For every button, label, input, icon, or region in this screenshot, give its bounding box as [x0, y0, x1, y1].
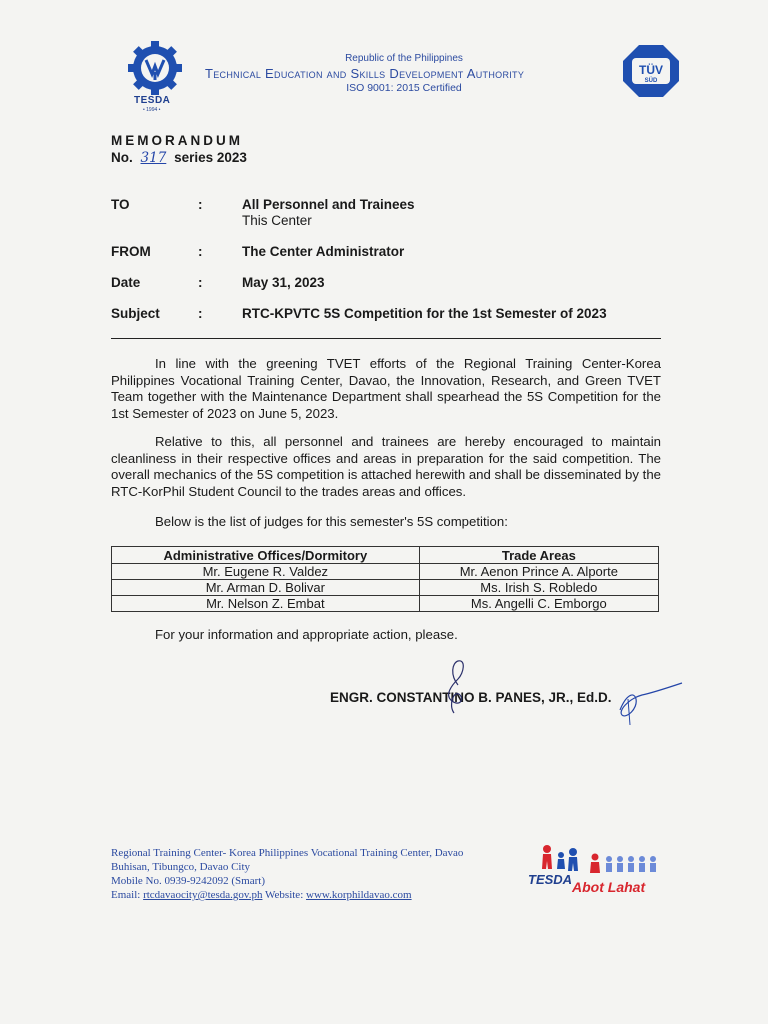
paragraph-3-text: Below is the list of judges for this semester's 5S competition:	[155, 514, 508, 529]
header-republic: Republic of the Philippines	[345, 53, 463, 64]
tesda-logo-text: TESDA	[134, 95, 171, 106]
paragraph-1-text: In line with the greening TVET efforts of the Regional Training Center-Korea Philippines Vocational Training Center, Davao, the Innovation, Research, and Green TVET Team together with the Maintenance Department shall spearhead the 5S Competition for the 1st Semester of 2023 on June 5, 2023.	[111, 356, 661, 421]
abot-logo-tagline: Abot Lahat	[572, 879, 646, 895]
memo-title: MEMORANDUM	[111, 133, 243, 148]
handwritten-signature	[430, 655, 690, 735]
tuv-logo-text: TÜV	[639, 63, 663, 77]
judge-trade-cell: Ms. Angelli C. Emborgo	[419, 596, 658, 612]
footer-contact	[111, 846, 463, 902]
to-colon: :	[198, 197, 203, 212]
date-value: May 31, 2023	[242, 275, 325, 290]
signatory-name: ENGR. CONSTANTINO B. PANES, JR., Ed.D.	[330, 690, 612, 705]
table-row	[112, 580, 659, 596]
footer-line-4	[111, 888, 463, 902]
to-label: TO	[111, 197, 130, 212]
header-agency: Technical Education and Skills Development Authority	[205, 66, 525, 81]
paragraph-1	[111, 356, 661, 422]
to-sub: This Center	[242, 213, 312, 228]
judge-admin-cell: Mr. Eugene R. Valdez	[112, 564, 420, 580]
closing-line: For your information and appropriate action, please.	[155, 627, 458, 642]
to-value: All Personnel and Trainees	[242, 197, 415, 212]
subject-colon: :	[198, 306, 203, 321]
memo-no-prefix: No.	[111, 150, 133, 165]
judges-header-trade: Trade Areas	[419, 547, 658, 564]
footer-line-2: Buhisan, Tibungco, Davao City	[111, 861, 251, 873]
judge-admin-cell: Mr. Arman D. Bolivar	[112, 580, 420, 596]
paragraph-3	[111, 514, 661, 531]
tuv-sud-logo	[622, 44, 680, 98]
subject-value: RTC-KPVTC 5S Competition for the 1st Semester of 2023	[242, 306, 607, 321]
abot-logo-brand: TESDA	[528, 872, 573, 887]
footer-email-label: Email:	[111, 889, 141, 901]
memo-number	[111, 150, 247, 166]
footer-website-label: Website:	[265, 889, 304, 901]
footer-line-3: Mobile No. 0939-9242092 (Smart)	[111, 875, 265, 887]
date-colon: :	[198, 275, 203, 290]
judges-table	[111, 546, 659, 612]
judge-trade-cell: Mr. Aenon Prince A. Alporte	[419, 564, 658, 580]
footer-line-1: Regional Training Center- Korea Philippines Vocational Training Center, Davao	[111, 847, 464, 859]
footer-website-link[interactable]: www.korphildavao.com	[306, 889, 412, 901]
header-divider	[111, 338, 661, 339]
header-iso: ISO 9001: 2015 Certified	[346, 82, 462, 94]
date-label: Date	[111, 275, 141, 290]
memo-no-suffix: series 2023	[174, 150, 247, 165]
judge-admin-cell: Mr. Nelson Z. Embat	[112, 596, 420, 612]
paragraph-2	[111, 434, 661, 500]
from-colon: :	[198, 244, 203, 259]
from-value: The Center Administrator	[242, 244, 405, 259]
memo-no-value: 317	[140, 150, 167, 166]
table-row	[112, 564, 659, 580]
judge-trade-cell: Ms. Irish S. Robledo	[419, 580, 658, 596]
table-row	[112, 596, 659, 612]
paragraph-2-text: Relative to this, all personnel and trainees are hereby encouraged to maintain cleanliness in their respective offices and areas in preparation for the said competition. The overall mechanics of the 5S competition is attached herewith and shall be disseminated by the RTC-KorPhil Student Council to the trades areas and offices.	[111, 434, 661, 499]
footer-email-link[interactable]: rtcdavaocity@tesda.gov.ph	[143, 889, 263, 901]
judges-table-header	[112, 547, 659, 564]
from-label: FROM	[111, 244, 151, 259]
judges-header-admin: Administrative Offices/Dormitory	[112, 547, 420, 564]
tesda-logo-year: • 1994 •	[143, 107, 161, 113]
tuv-logo-sub: SÜD	[644, 78, 658, 84]
subject-label: Subject	[111, 306, 160, 321]
